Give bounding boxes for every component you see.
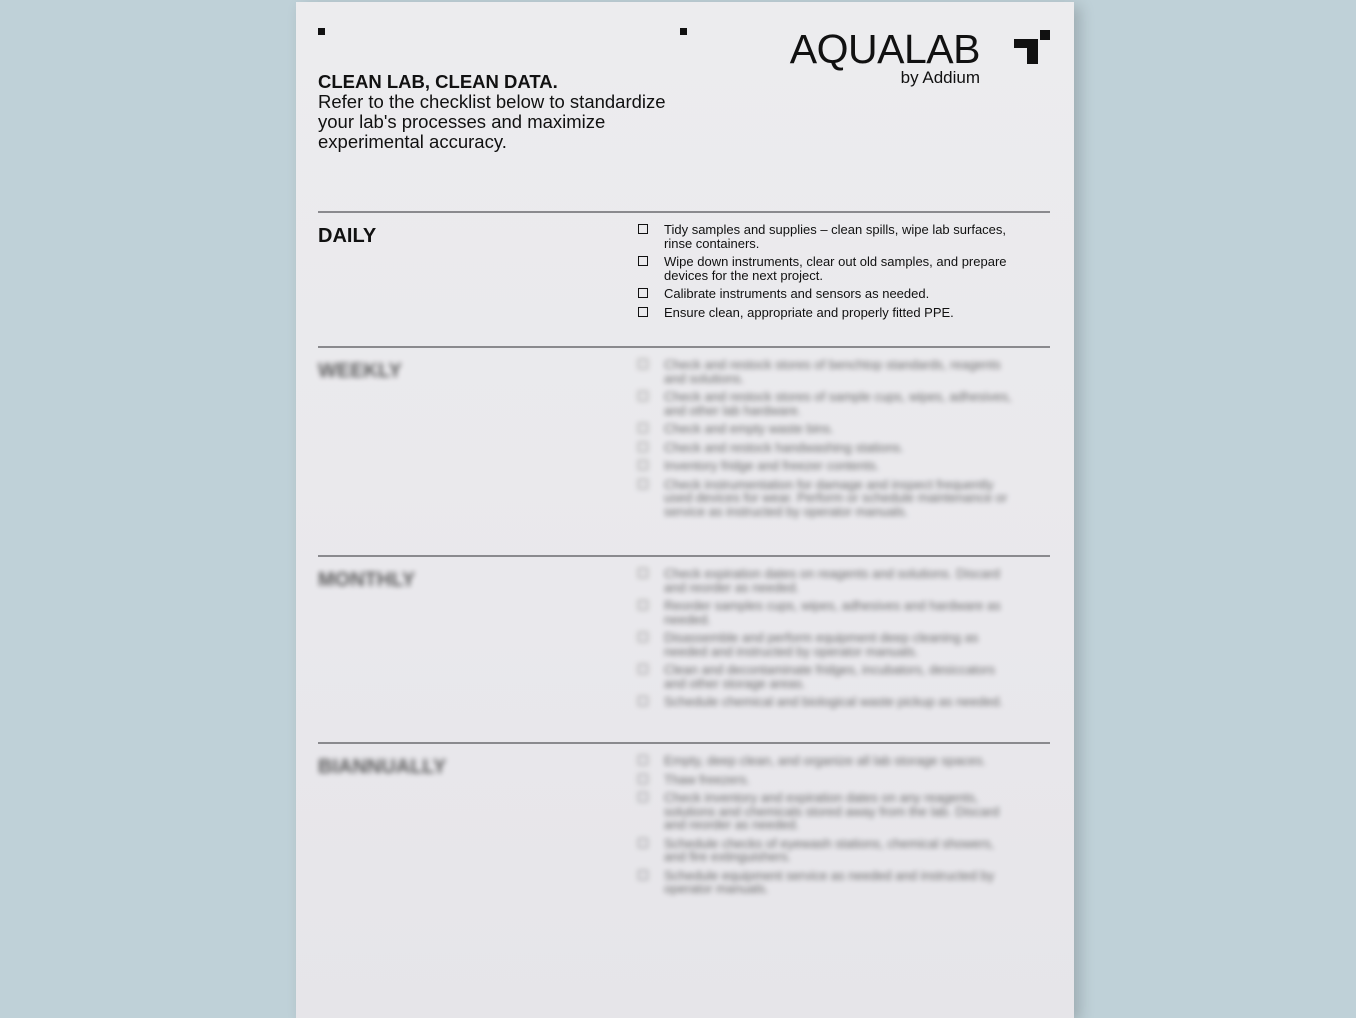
checkbox[interactable] <box>638 224 648 234</box>
item-text: Wipe down instruments, clear out old samples, and prepare devices for the next project. <box>664 254 1007 283</box>
checkbox[interactable] <box>638 307 648 317</box>
logo-byline: by Addium <box>900 68 980 87</box>
checklist-item <box>638 791 1018 832</box>
checklist-item <box>638 695 1018 709</box>
headline-bold: CLEAN LAB, CLEAN DATA. <box>318 71 558 92</box>
item-text: Ensure clean, appropriate and properly fitted PPE. <box>664 304 954 320</box>
checklist <box>638 223 1018 324</box>
checklist-item <box>638 754 1018 768</box>
item-text: Check and restock stores of sample cups, wipes, adhesives, and other lab hardware. <box>664 389 1012 418</box>
item-text: Schedule checks of eyewash stations, chemical showers, and fire extinguishers. <box>664 835 995 864</box>
checklist-item <box>638 255 1018 282</box>
checklist <box>638 754 1018 901</box>
checkbox[interactable] <box>638 792 648 802</box>
checklist-item <box>638 837 1018 864</box>
item-text: Inventory fridge and freezer contents. <box>664 458 880 473</box>
section-title: WEEKLY <box>318 360 402 382</box>
checklist-item <box>638 663 1018 690</box>
section-biannually <box>318 742 1050 944</box>
checklist-item <box>638 287 1018 301</box>
item-text: Clean and decontaminate fridges, incubators, desiccators and other storage areas. <box>664 662 995 691</box>
checkbox[interactable] <box>638 479 648 489</box>
checklist-item <box>638 306 1018 320</box>
checklist-item <box>638 422 1018 436</box>
corner-mark-left <box>318 28 325 35</box>
checklist <box>638 358 1018 523</box>
checkbox[interactable] <box>638 600 648 610</box>
item-text: Check instrumentation for damage and inspect frequently used devices for wear. Perform or schedule maintenance or service as instructed by operator manuals. <box>664 476 1008 519</box>
checkbox[interactable] <box>638 423 648 433</box>
item-text: Check expiration dates on reagents and solutions. Discard and reorder as needed. <box>664 566 1001 595</box>
headline-text: Refer to the checklist below to standardize your lab's processes and maximize experimental accuracy. <box>318 91 666 152</box>
checkbox[interactable] <box>638 568 648 578</box>
logo-wordmark: AQUALAB <box>789 26 980 72</box>
checkbox[interactable] <box>638 288 648 298</box>
checklist-item <box>638 631 1018 658</box>
checkbox[interactable] <box>638 391 648 401</box>
checkbox[interactable] <box>638 755 648 765</box>
checklist-item <box>638 478 1018 519</box>
section-weekly <box>318 346 1050 556</box>
item-text: Check and empty waste bins. <box>664 421 834 436</box>
section-title: BIANNUALLY <box>318 756 447 778</box>
checklist-item <box>638 567 1018 594</box>
section-monthly <box>318 555 1050 743</box>
checkbox[interactable] <box>638 256 648 266</box>
checkbox[interactable] <box>638 632 648 642</box>
checkbox[interactable] <box>638 460 648 470</box>
checklist-item <box>638 441 1018 455</box>
checkbox[interactable] <box>638 774 648 784</box>
aqualab-logo-mark-icon <box>1014 30 1050 64</box>
checklist-item <box>638 358 1018 385</box>
item-text: Schedule equipment service as needed and instructed by operator manuals. <box>664 867 995 896</box>
checkbox[interactable] <box>638 838 648 848</box>
item-text: Check and restock handwashing stations. <box>664 439 904 455</box>
item-text: Empty, deep clean, and organize all lab storage spaces. <box>664 753 987 768</box>
item-text: Tidy samples and supplies – clean spills, wipe lab surfaces, rinse containers. <box>664 222 1007 251</box>
checkbox[interactable] <box>638 359 648 369</box>
checklist <box>638 567 1018 714</box>
checkbox[interactable] <box>638 442 648 452</box>
section-daily <box>318 211 1050 347</box>
section-title: MONTHLY <box>318 569 416 591</box>
checkbox[interactable] <box>638 870 648 880</box>
checklist-item <box>638 223 1018 250</box>
checklist-item <box>638 459 1018 473</box>
checklist-document-page <box>296 2 1074 1018</box>
checklist-item <box>638 869 1018 896</box>
item-text: Reorder samples cups, wipes, adhesives and hardware as needed. <box>664 598 1001 627</box>
item-text: Thaw freezers. <box>664 771 750 787</box>
checkbox[interactable] <box>638 696 648 706</box>
item-text: Schedule chemical and biological waste pickup as needed. <box>664 694 1003 709</box>
checklist-item <box>638 390 1018 417</box>
item-text: Check and restock stores of benchtop standards, reagents and solutions. <box>664 357 1001 386</box>
checkbox[interactable] <box>638 664 648 674</box>
checklist-item <box>638 599 1018 626</box>
page-headline <box>318 72 678 152</box>
item-text: Check inventory and expiration dates on any reagents, solutions and chemicals stored away from the lab. Discard and reorder as needed. <box>664 790 1000 832</box>
aqualab-logo <box>790 24 1050 94</box>
section-title: DAILY <box>318 225 377 247</box>
item-text: Calibrate instruments and sensors as needed. <box>664 286 930 301</box>
item-text: Disassemble and perform equipment deep cleaning as needed and instructed by operator manuals. <box>664 630 979 659</box>
checklist-item <box>638 773 1018 787</box>
corner-mark-center <box>680 28 687 35</box>
